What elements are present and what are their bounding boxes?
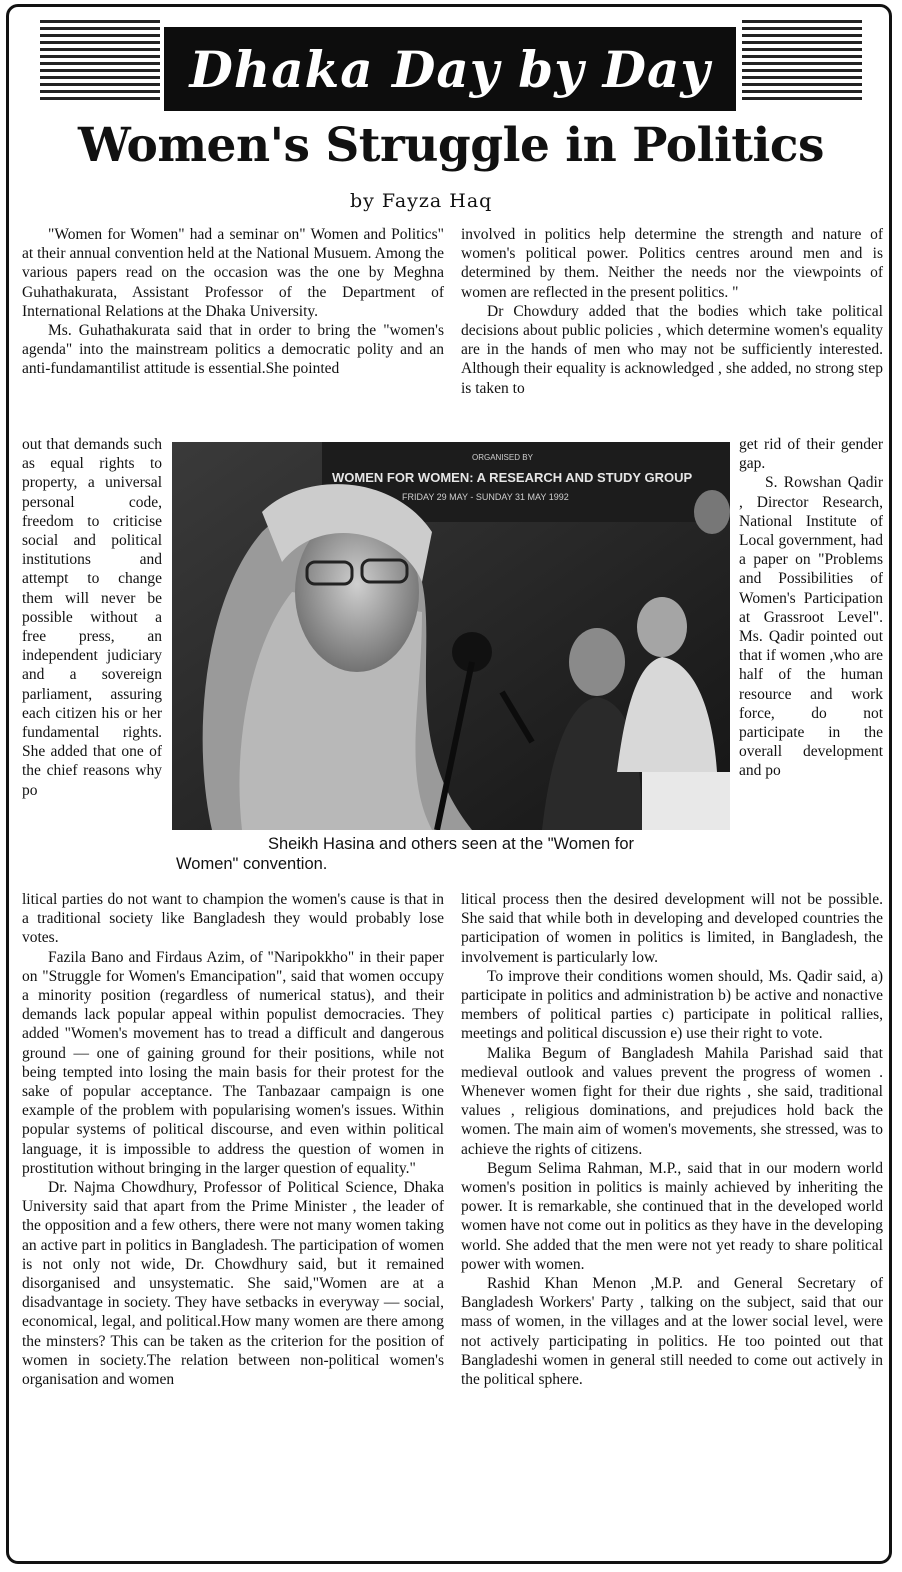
paragraph: involved in politics help determine the strength and nature of women's political power. Politics centres around men and is determined by them. Neither the needs nor the viewpoints of women are reflected in the present politics. " xyxy=(461,226,883,301)
paragraph: Dr Chowdury added that the bodies which take political decisions about public policies , which determine women's equality are in the hands of men who may not be sufficiently interested. Although their equality is acknowledged , she added, no strong step is taken to xyxy=(461,302,883,397)
section-title: Dhaka Day by Day xyxy=(189,39,711,99)
paragraph: out that demands such as equal rights to property, a universal personal code, freedom to criticise social and political institutions and attempt to change them will never be possible without a free press, an independent judiciary and a sovereign parliament, assuring each citizen his or her fundamental rights. She added that one of the chief reasons why po xyxy=(22,436,162,799)
paragraph: litical parties do not want to champion the women's cause is that in a traditional society like Bangladesh they would probably lose votes. xyxy=(22,891,444,947)
banner-hatch-left xyxy=(40,20,160,100)
paragraph: Malika Begum of Bangladesh Mahila Parishad said that medieval outlook and values prevent the progress of women . Whenever women fight for their due rights , she said, traditional values , religious dominations, and prejudices hold back the women. The main aim of women's movements, she stressed, was to achieve the rights of citizens. xyxy=(461,1044,883,1158)
photo-banner-line2: WOMEN FOR WOMEN: A RESEARCH AND STUDY GROUP xyxy=(332,470,693,485)
news-photo xyxy=(172,442,730,830)
photo-illustration xyxy=(172,442,730,830)
col1-narrow-text xyxy=(22,435,162,891)
paragraph: Fazila Bano and Firdaus Azim, of "Naripokkho" in their paper on "Struggle for Women's Emancipation", said that women occupy a minority position (regardless of numerical status), and their demands lack popular appeal within populist democracies. They added "Women's movement has to tread a difficult and dangerous ground — one of gaining ground for their positions, while not being tempted into losing the main basis for their protest for the sake of popular acceptance. The Tanbazaar campaign is one example of the problem with popularising women's issues. Within popular systems of political discourse, and even within political language, it is impossible to address the question of women in prostitution without bringing in the larger question of equality." xyxy=(22,948,444,1177)
article-byline: by Fayza Haq xyxy=(350,190,493,212)
section-banner xyxy=(164,27,736,111)
paragraph: "Women for Women" had a seminar on" Women and Politics" at their annual convention held at the National Musuem. Among the various papers read on the occasion was the one by Meghna Guhathakurata, Assistant Professor of the Department of International Relations at the Dhaka University. xyxy=(22,226,444,320)
caption-line1: Sheikh Hasina and others seen at the "Women for xyxy=(268,835,635,853)
paragraph: get rid of their gender gap. xyxy=(739,436,883,473)
paragraph: Dr. Najma Chowdhury, Professor of Political Science, Dhaka University said that apart from the Prime Minister , the leader of the opposition and a few others, there were not many women taking an active part in politics in Bangladesh. The participation of women is not only not wide, Dr. Chowdhury said, but it remained disorganised and unsystematic. She said,"Women are at a disadvantage in society. They have setbacks in everyway — social, economical, legal, and political.How many women are there among the minsters? This can be taken as the criterion for the position of women in society.The relation between non-political women's organisation and women xyxy=(22,1179,444,1389)
article-headline: Women's Struggle in Politics xyxy=(78,118,824,173)
col2-top-text xyxy=(461,225,883,398)
photo-banner-line3: FRIDAY 29 MAY - SUNDAY 31 MAY 1992 xyxy=(402,492,569,502)
paragraph: litical process then the desired development will not be possible. She said that while both in developing and developed countries the participation of women in politics is limited, in Bangladesh, the involvement is particularly low. xyxy=(461,891,883,966)
col2-bottom-text xyxy=(461,890,883,1389)
paragraph: Begum Selima Rahman, M.P., said that in our modern world women's position in politics is mainly achieved by inheriting the power. It is remarkable, she continued that in the developed world women have not come out in politics as they have in the developing world. She added that the men were not yet ready to share political power with women. xyxy=(461,1159,883,1273)
photo-banner-line1: ORGANISED BY xyxy=(472,453,533,462)
paragraph: Ms. Guhathakurata said that in order to bring the "women's agenda" into the mainstream politics a democratic polity and an anti-fundamantilist attitude is essential.She pointed xyxy=(22,322,444,378)
paragraph: S. Rowshan Qadir , Director Research, National Institute of Local government, had a paper on "Problems and Possibilities of Women's Participation at Grassroot Level". Ms. Qadir pointed out that if women ,who are half of the human resource and work force, do not participate in the overall development and po xyxy=(739,474,883,780)
paragraph: Rashid Khan Menon ,M.P. and General Secretary of Bangladesh Workers' Party , talking on the subject, said that our mass of women, in the villages and at the lower social level, were not actively participating in politics. He too pointed out that Bangladeshi women in general still needed to come out actively in the political sphere. xyxy=(461,1275,883,1389)
col1-bottom-text xyxy=(22,890,444,1389)
banner-hatch-right xyxy=(742,20,862,100)
paragraph: To improve their conditions women should, Ms. Qadir said, a) participate in politics and administration b) be active and nonactive members of political parties c) participate in political rallies, meetings and political discussion e) use their right to vote. xyxy=(461,967,883,1043)
col2-narrow-text xyxy=(739,435,883,891)
caption-line2: Women" convention. xyxy=(176,855,328,873)
col1-top-text xyxy=(22,225,444,379)
photo-caption xyxy=(176,834,736,874)
